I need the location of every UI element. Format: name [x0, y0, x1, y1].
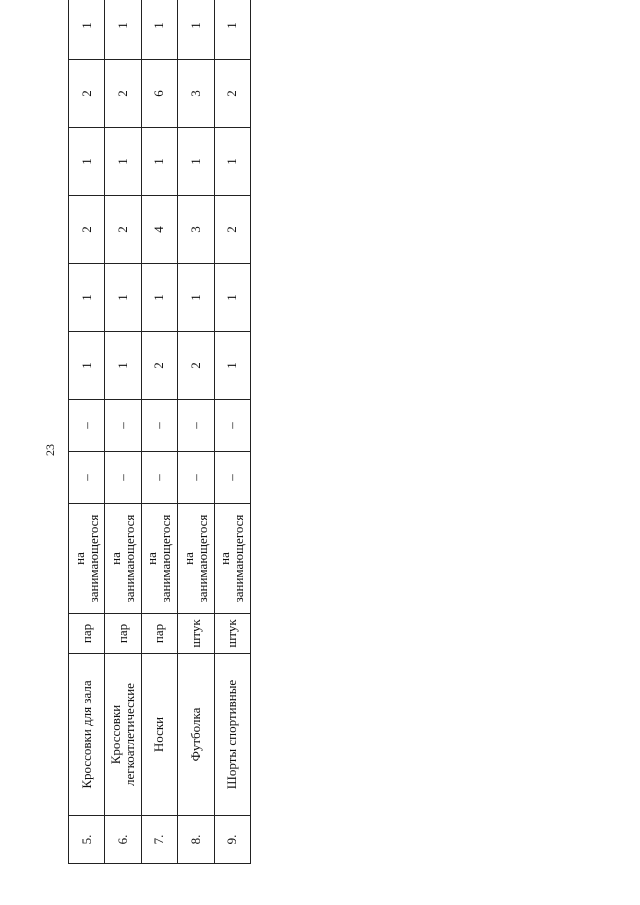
- value-cell: 2: [69, 60, 105, 128]
- rotated-table-canvas: [68, 22, 251, 864]
- value-cell: 1: [69, 332, 105, 400]
- value-cell: –: [69, 452, 105, 504]
- norm-basis: [214, 504, 250, 614]
- value-cell: 4: [141, 196, 177, 264]
- value-cell: –: [141, 452, 177, 504]
- item-name: Кроссовки для зала: [69, 654, 105, 816]
- value-cell: 1: [214, 332, 250, 400]
- value-cell: 1: [141, 0, 177, 60]
- table-row: [214, 0, 250, 864]
- value-cell: 2: [178, 332, 214, 400]
- unit: пар: [69, 614, 105, 654]
- value-cell: 1: [141, 128, 177, 196]
- value-cell: –: [178, 400, 214, 452]
- value-cell: 2: [105, 196, 141, 264]
- norm-basis-line1: на: [144, 552, 160, 565]
- norm-basis-line2: занимающегося: [194, 514, 210, 603]
- value-cell: 3: [178, 196, 214, 264]
- norm-basis-line1: на: [71, 552, 87, 565]
- value-cell: 2: [141, 332, 177, 400]
- table-body: [69, 0, 251, 864]
- equipment-table: [68, 0, 251, 864]
- value-cell: –: [178, 452, 214, 504]
- unit: штук: [214, 614, 250, 654]
- value-cell: 1: [141, 264, 177, 332]
- table-row: [69, 0, 105, 864]
- value-cell: 2: [214, 196, 250, 264]
- value-cell: 1: [214, 128, 250, 196]
- unit: штук: [178, 614, 214, 654]
- value-cell: 1: [105, 128, 141, 196]
- value-cell: 2: [214, 60, 250, 128]
- norm-basis: [69, 504, 105, 614]
- norm-basis: [105, 504, 141, 614]
- item-name: Носки: [141, 654, 177, 816]
- norm-basis: [178, 504, 214, 614]
- value-cell: 1: [69, 264, 105, 332]
- value-cell: 1: [214, 0, 250, 60]
- value-cell: 1: [178, 264, 214, 332]
- value-cell: 1: [105, 332, 141, 400]
- table-row: [105, 0, 141, 864]
- row-number: 7.: [141, 816, 177, 864]
- row-number: 6.: [105, 816, 141, 864]
- value-cell: 1: [105, 264, 141, 332]
- value-cell: 1: [69, 0, 105, 60]
- norm-basis-line1: на: [180, 552, 196, 565]
- norm-basis-line2: занимающегося: [85, 514, 101, 603]
- value-cell: –: [105, 452, 141, 504]
- value-cell: 1: [69, 128, 105, 196]
- row-number: 8.: [178, 816, 214, 864]
- value-cell: –: [141, 400, 177, 452]
- value-cell: 1: [105, 0, 141, 60]
- value-cell: –: [214, 452, 250, 504]
- norm-basis-line2: занимающегося: [122, 514, 138, 603]
- unit: пар: [141, 614, 177, 654]
- value-cell: 1: [178, 0, 214, 60]
- unit: пар: [105, 614, 141, 654]
- page-number: 23: [42, 444, 57, 456]
- value-cell: 6: [141, 60, 177, 128]
- item-name: Футболка: [178, 654, 214, 816]
- item-name: Кроссовки легкоатлетические: [105, 654, 141, 816]
- norm-basis-line1: на: [217, 552, 233, 565]
- value-cell: 3: [178, 60, 214, 128]
- value-cell: –: [105, 400, 141, 452]
- table-row: [141, 0, 177, 864]
- row-number: 9.: [214, 816, 250, 864]
- norm-basis-line2: занимающегося: [231, 514, 247, 603]
- item-name: Шорты спортивные: [214, 654, 250, 816]
- norm-basis-line1: на: [108, 552, 124, 565]
- value-cell: –: [214, 400, 250, 452]
- value-cell: 1: [178, 128, 214, 196]
- norm-basis: [141, 504, 177, 614]
- value-cell: 2: [105, 60, 141, 128]
- rotated-table-frame: [68, 22, 251, 864]
- value-cell: –: [69, 400, 105, 452]
- value-cell: 1: [214, 264, 250, 332]
- row-number: 5.: [69, 816, 105, 864]
- value-cell: 2: [69, 196, 105, 264]
- table-row: [178, 0, 214, 864]
- norm-basis-line2: занимающегося: [158, 514, 174, 603]
